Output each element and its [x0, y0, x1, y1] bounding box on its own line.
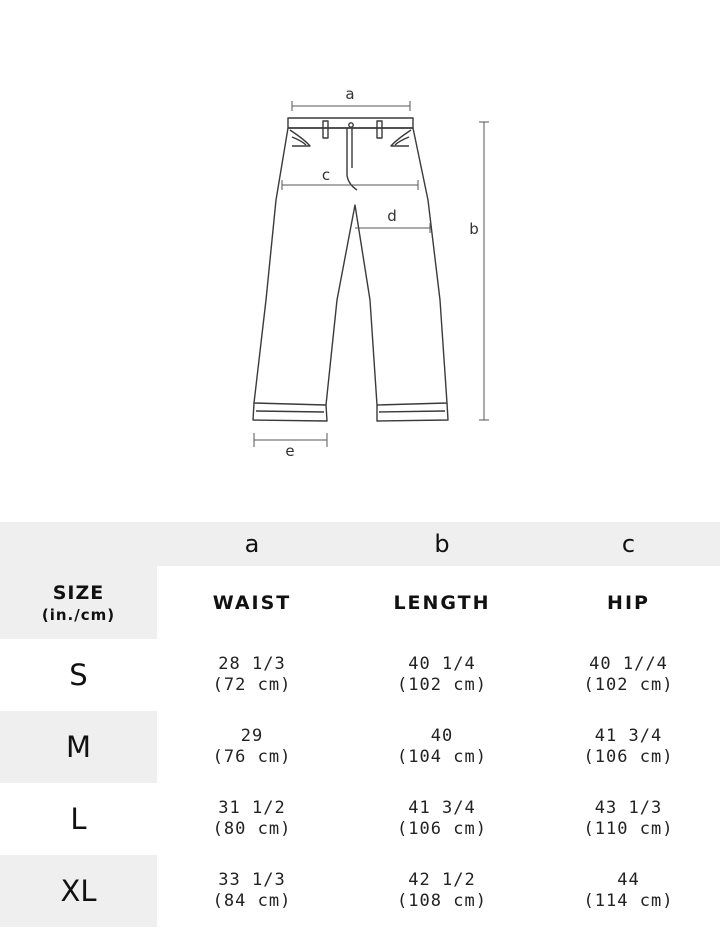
- column-header-waist: WAIST: [212, 591, 292, 614]
- cm-value: (102 cm): [583, 675, 674, 695]
- inch-value: 29: [240, 726, 264, 746]
- dimension-label-d: d: [387, 207, 397, 225]
- size-label: XL: [0, 855, 157, 927]
- dimension-label-e: e: [285, 442, 295, 460]
- inch-value: 33 1/3: [218, 870, 286, 890]
- waist-value: [157, 639, 347, 711]
- size-chart-table: [0, 522, 720, 930]
- inch-value: 41 3/4: [594, 726, 663, 746]
- size-header-title: SIZE: [52, 581, 105, 604]
- hip-value: [537, 711, 720, 783]
- table-row: [0, 855, 720, 927]
- size-label: S: [69, 658, 88, 692]
- waist-value: [157, 855, 347, 927]
- cm-value: (80 cm): [212, 819, 292, 839]
- header-row: [0, 566, 720, 639]
- size-label: M: [0, 711, 157, 783]
- cm-value: (106 cm): [583, 747, 674, 767]
- inch-value: 31 1/2: [218, 798, 286, 818]
- size-header-cell: [0, 566, 157, 639]
- cm-value: (72 cm): [212, 675, 292, 695]
- inch-value: 42 1/2: [408, 870, 476, 890]
- pants-outline: [253, 118, 448, 421]
- column-letter-row: [0, 522, 720, 566]
- table-row: [0, 783, 720, 855]
- cm-value: (76 cm): [212, 747, 292, 767]
- cm-value: (102 cm): [397, 675, 487, 695]
- hip-value: [537, 783, 720, 855]
- waist-value: [157, 783, 347, 855]
- inch-value: 28 1/3: [218, 654, 286, 674]
- dimension-label-b: b: [469, 220, 479, 238]
- cm-value: (114 cm): [583, 891, 674, 911]
- corner-cell: [0, 522, 157, 566]
- cm-value: (106 cm): [397, 819, 487, 839]
- length-value: [347, 855, 537, 927]
- length-value: [347, 639, 537, 711]
- dimension-label-a: a: [345, 85, 355, 103]
- inch-value: 41 3/4: [408, 798, 476, 818]
- column-header-length: LENGTH: [393, 591, 491, 614]
- inch-value: 40: [430, 726, 454, 746]
- inch-value: 43 1/3: [594, 798, 663, 818]
- cm-value: (104 cm): [397, 747, 487, 767]
- length-value: [347, 711, 537, 783]
- size-label: L: [70, 802, 87, 836]
- cm-value: (84 cm): [212, 891, 292, 911]
- hip-value: [537, 855, 720, 927]
- table-row: [0, 639, 720, 711]
- hip-value: [537, 639, 720, 711]
- column-letter: a: [244, 530, 260, 558]
- inch-value: 44: [617, 870, 640, 890]
- inch-value: 40 1/4: [408, 654, 476, 674]
- length-value: [347, 783, 537, 855]
- dimension-lines: [254, 101, 489, 447]
- inch-value: 40 1//4: [589, 654, 668, 674]
- size-header-unit: (in./cm): [41, 605, 116, 624]
- column-header-hip: HIP: [607, 591, 650, 614]
- column-letter: b: [434, 530, 450, 558]
- table-row: [0, 711, 720, 783]
- cm-value: (108 cm): [397, 891, 487, 911]
- column-letter: c: [621, 530, 636, 558]
- cm-value: (110 cm): [583, 819, 674, 839]
- dimension-label-c: c: [321, 166, 331, 184]
- waist-value: [157, 711, 347, 783]
